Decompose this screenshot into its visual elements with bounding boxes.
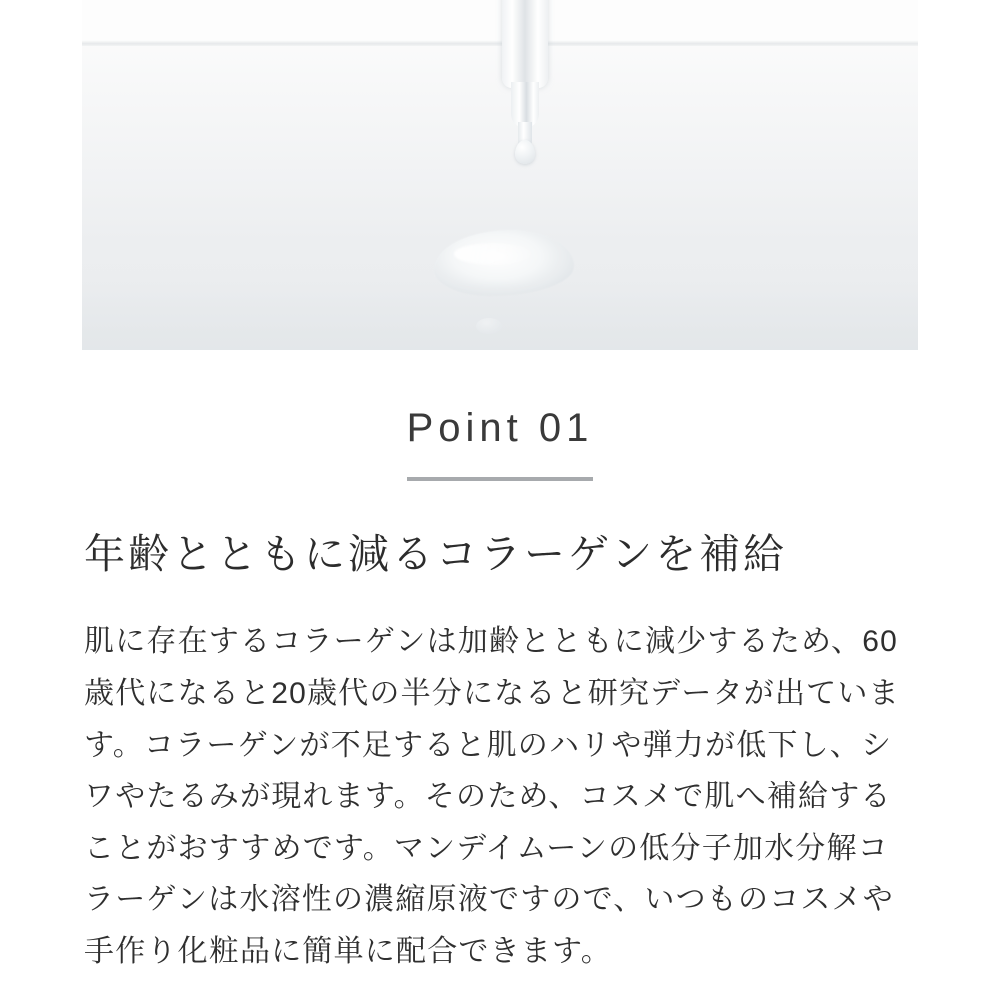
content-section — [0, 350, 1000, 978]
point-label: Point 01 — [406, 406, 594, 450]
hanging-droplet-icon — [515, 140, 535, 164]
hero-bottom-shadow — [82, 280, 918, 350]
hero-image — [82, 0, 918, 350]
dropper-pipette-icon — [480, 0, 566, 172]
body-paragraph: 肌に存在するコラーゲンは加齢とともに減少するため、60歳代になると20歳代の半分になると研究データが出ています。コラーゲンが不足すると肌のハリや弾力が低下し、シワやたるみが現れます。そのため、コスメで肌へ補給することがおすすめです。マンデイムーンの低分子加水分解コラーゲンは水溶性の濃縮原液ですので、いつものコスメや手作り化粧品に簡単に配合できます。 — [84, 625, 900, 968]
page-title: 年齢とともに減るコラーゲンを補給 — [84, 531, 788, 577]
dropper-body — [502, 0, 548, 88]
section-divider — [407, 477, 593, 481]
puddle-highlight — [454, 243, 532, 265]
